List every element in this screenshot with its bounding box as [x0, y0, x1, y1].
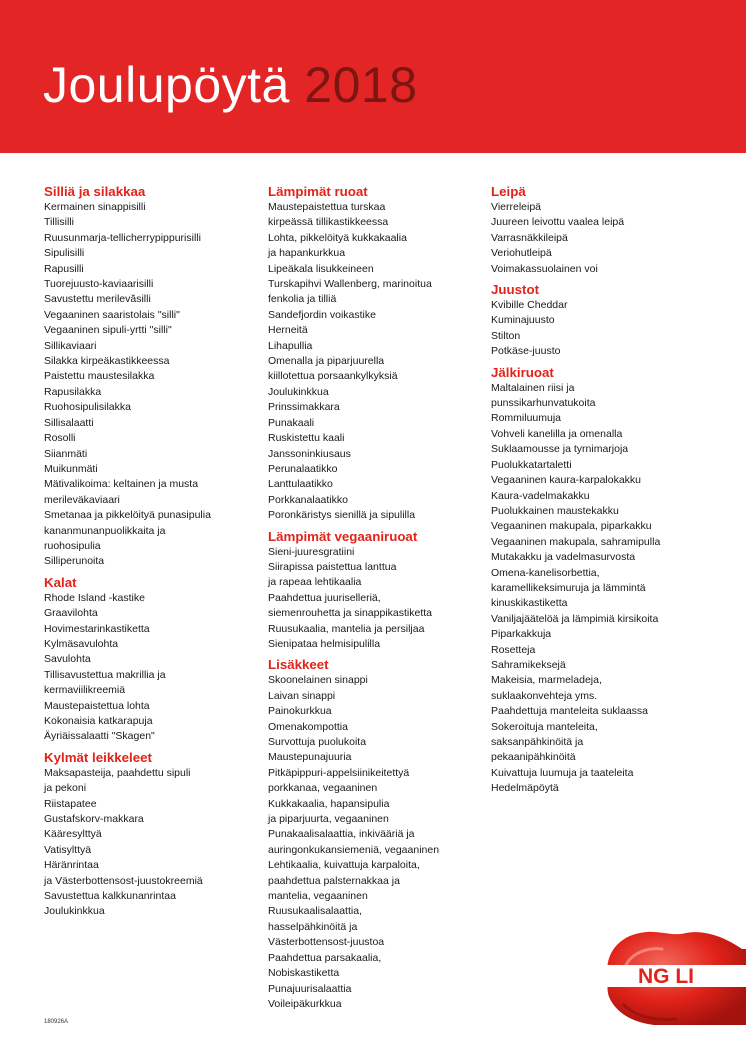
menu-item: fenkolia ja tilliä	[268, 293, 337, 306]
menu-item: Survottuja puolukoita	[268, 736, 367, 748]
menu-item: Ruusukaalia, mantelia ja persiljaa	[268, 622, 425, 635]
menu-item: mantelia, vegaaninen	[268, 890, 368, 903]
menu-item: Lihapullia	[268, 339, 313, 352]
section-title: Juustot	[491, 282, 540, 298]
menu-item: Kermainen sinappisilli	[44, 201, 146, 213]
menu-item: Suklaamousse ja tyrnimarjoja	[491, 443, 629, 456]
section-title: Kylmät leikkeleet	[44, 749, 152, 765]
menu-item: Stilton	[491, 329, 521, 342]
menu-item: Laivan sinappi	[268, 689, 336, 702]
menu-item: Siirapissa paistettua lanttua	[268, 560, 397, 573]
menu-item: Potkäse-juusto	[491, 345, 561, 358]
menu-item-list	[44, 200, 256, 570]
menu-item-list	[491, 381, 701, 797]
menu-item: Savustettu merilevăsilli	[44, 293, 151, 306]
menu-item: Riistapatee	[44, 797, 97, 810]
menu-item: Sillikaviaari	[44, 339, 97, 352]
menu-item: Poronkäristys sienillä ja sipulilla	[268, 509, 416, 522]
menu-column-2	[268, 184, 483, 1012]
menu-item: Kokonaisia katkarapuja	[44, 715, 153, 727]
menu-item: punssikarhunvatukoita	[491, 397, 596, 410]
menu-section	[491, 282, 701, 360]
menu-item: Maustepunajuuria	[268, 751, 352, 764]
menu-item: Joulukinkkua	[268, 385, 329, 398]
menu-item: Maltalainen riisi ja	[491, 381, 575, 394]
menu-item: Ruohosipulisilakka	[44, 401, 131, 414]
menu-item: hasselpähkinöitä ja	[268, 920, 358, 933]
menu-item: Lanttulaatikko	[268, 478, 333, 491]
menu-item: Rapusilli	[44, 262, 84, 275]
menu-item: Sahramikeksejä	[491, 658, 566, 671]
menu-item: Vegaaninen saaristolais "silli"	[44, 308, 180, 321]
menu-item: Kukkakaalia, hapansipulia	[268, 797, 390, 810]
menu-item: Ruusukaalisalaattia,	[268, 905, 362, 918]
menu-item: kinuskikastiketta	[491, 597, 568, 610]
menu-item: saksanpähkinöitä ja	[491, 736, 584, 748]
menu-section	[44, 184, 256, 570]
menu-item: Vohveli kanelilla ja omenalla	[491, 427, 623, 440]
menu-item: Kuivattuja luumuja ja taateleita	[491, 766, 634, 779]
menu-item: Piparkakkuja	[491, 628, 552, 641]
menu-item: karamellikeksimuruja ja lämmintä	[491, 581, 646, 594]
menu-item: Nobiskastiketta	[268, 967, 340, 980]
menu-item: auringonkukansiemeniä, vegaaninen	[268, 843, 440, 856]
menu-item: Kylmäsavulohta	[44, 637, 119, 650]
menu-item: Voimakassuolainen voi	[491, 262, 598, 275]
section-title: Silliä ja silakkaa	[44, 184, 146, 199]
menu-item: ja rapeaa lehtikaalia	[268, 576, 362, 589]
menu-item: merileväkaviaari	[44, 493, 120, 506]
menu-item: Muikunmäti	[44, 462, 98, 475]
menu-item: Pitkäpippuri-appelsiinikeitettyä	[268, 766, 410, 779]
seal-text: NG LI	[638, 965, 694, 988]
menu-section	[491, 184, 701, 277]
menu-item: Rosetteja	[491, 643, 536, 656]
menu-item: Vegaaninen sipuli-yrtti "silli"	[44, 324, 172, 337]
menu-item: Tuorejuusto-kaviaarisilli	[44, 278, 154, 291]
menu-item: ja pekoni	[44, 782, 87, 795]
menu-item: Savustettua kalkkunanrintaa	[44, 890, 176, 903]
menu-item: suklaakonvehteja yms.	[491, 689, 598, 702]
menu-item: Maustepaistettua turskaa	[268, 201, 386, 213]
menu-item: kermaviilikreemiä	[44, 684, 126, 697]
menu-item: Kuminajuusto	[491, 314, 555, 327]
menu-item: Sokeroituja manteleita,	[491, 720, 598, 733]
menu-column-3	[491, 184, 701, 797]
menu-item: Juureen leivottu vaalea leipä	[491, 216, 625, 229]
menu-item: Paahdettua juuriselleriä,	[268, 591, 381, 604]
menu-item: Rhode Island -kastike	[44, 591, 145, 604]
menu-item: Vierreleipä	[491, 201, 542, 213]
menu-item: Prinssimakkara	[268, 401, 340, 414]
menu-item: Ruskistettu kaali	[268, 432, 345, 445]
menu-item: Veriohutleipä	[491, 247, 552, 260]
menu-item: Janssoninkiusaus	[268, 447, 351, 460]
menu-section	[268, 657, 483, 1012]
menu-item: Kaura-vadelmakakku	[491, 489, 590, 502]
menu-item: Lipeäkala lisukkeineen	[268, 262, 374, 275]
menu-item: Maksapasteija, paahdettu sipuli	[44, 766, 191, 779]
menu-item: Sillisalaatti	[44, 416, 94, 429]
menu-item: Västerbottensost-juustoa	[268, 936, 385, 949]
section-title: Jälkiruoat	[491, 364, 554, 380]
menu-item: Omenakompottia	[268, 720, 348, 733]
menu-item: pekaanipähkinöitä	[491, 751, 576, 764]
menu-item: porkkanaa, vegaaninen	[268, 782, 378, 795]
menu-item: Punakaalisalaattia, inkivääriä ja	[268, 828, 415, 841]
menu-item: Punakaali	[268, 416, 315, 429]
title-year: 2018	[304, 57, 418, 113]
menu-item: Silliperunoita	[44, 555, 105, 568]
menu-item: Varrasnäkkileipä	[491, 231, 568, 244]
menu-item: Silakka kirpeäkastikkeessa	[44, 355, 170, 368]
menu-item: Vegaaninen makupala, sahramipulla	[491, 535, 661, 548]
menu-item: Smetanaa ja pikkelöityä punasipulia	[44, 509, 211, 522]
section-title: Leipä	[491, 184, 526, 199]
menu-item-list	[268, 545, 483, 653]
menu-item: Tillisilli	[44, 216, 74, 229]
menu-item: Lehtikaalia, kuivattuja karpaloita,	[268, 859, 420, 872]
menu-item: siemenrouhetta ja sinappikastiketta	[268, 607, 433, 620]
menu-item: Graavilohta	[44, 607, 98, 620]
menu-item: Perunalaatikko	[268, 462, 338, 475]
menu-item-list	[44, 766, 256, 920]
menu-item: Joulukinkkua	[44, 905, 105, 918]
menu-item-list	[491, 200, 701, 277]
menu-item: kiillotettua porsaankylkyksiä	[268, 370, 398, 383]
menu-item: Paistettu maustesilakka	[44, 370, 155, 383]
menu-item: Vaniljajäätelöä ja lämpimiä kirsikoita	[491, 612, 659, 625]
menu-item: Äyriäissalaatti "Skagen"	[44, 730, 155, 743]
section-title: Lisäkkeet	[268, 657, 329, 673]
menu-section	[44, 575, 256, 745]
menu-item: Hedelmäpöytä	[491, 782, 559, 795]
menu-item-list	[491, 298, 701, 360]
menu-item: Tillisavustettua makrillia ja	[44, 668, 166, 681]
menu-item: Vegaaninen kaura-karpalokakku	[491, 474, 642, 487]
header-banner	[0, 0, 746, 153]
section-title: Kalat	[44, 574, 77, 590]
menu-item: Paahdettua parsakaalia,	[268, 951, 382, 964]
menu-item: ja hapankurkkua	[268, 247, 346, 260]
menu-item: Porkkanalaatikko	[268, 493, 348, 506]
menu-item: Voileipäkurkkua	[268, 997, 342, 1010]
menu-column-1	[44, 184, 256, 920]
menu-item: Sandefjordin voikastike	[268, 308, 376, 321]
menu-item: Ruusunmarja-tellicherrypippurisilli	[44, 231, 201, 244]
menu-item: Rosolli	[44, 432, 76, 445]
menu-item: Omenalla ja piparjuurella	[268, 355, 385, 368]
menu-item: Painokurkkua	[268, 705, 332, 718]
menu-item: Kvibille Cheddar	[491, 299, 568, 312]
menu-item: paahdettua palsternakkaa ja	[268, 874, 400, 887]
menu-item-list	[44, 591, 256, 745]
menu-item: Skoonelainen sinappi	[268, 674, 368, 687]
menu-item: ja Västerbottensost-juustokreemiä	[44, 874, 203, 887]
menu-item: Maustepaistettua lohta	[44, 699, 150, 712]
menu-item: Hovimestarinkastiketta	[44, 622, 150, 635]
menu-item: ja piparjuurta, vegaaninen	[268, 813, 389, 826]
menu-section	[268, 529, 483, 653]
menu-item: Herneitä	[268, 324, 308, 337]
menu-item: Savulohta	[44, 653, 91, 666]
menu-item: Vatisylttyä	[44, 843, 92, 856]
menu-item: Puolukkainen maustekakku	[491, 504, 619, 517]
wax-seal-logo	[596, 925, 746, 1025]
menu-item: Vegaaninen makupala, piparkakku	[491, 520, 652, 533]
menu-item: Mätivalikoima: keltainen ja musta	[44, 478, 199, 491]
menu-item: Rapusilakka	[44, 385, 102, 398]
menu-item: Omena-kanelisorbettia,	[491, 566, 600, 579]
menu-item: Puolukkatartaletti	[491, 458, 572, 471]
menu-item: Punajuurisalaattia	[268, 982, 352, 995]
menu-section	[44, 750, 256, 920]
menu-item: Paahdettuja manteleita suklaassa	[491, 705, 649, 718]
menu-item: Häränrintaa	[44, 859, 99, 872]
menu-item: Kääresylttyä	[44, 828, 102, 841]
menu-item-list	[268, 673, 483, 1012]
section-title: Lämpimät ruoat	[268, 184, 368, 199]
menu-item: kirpeässä tillikastikkeessa	[268, 216, 389, 229]
menu-item: Rommiluumuja	[491, 412, 562, 425]
menu-item: ruohosipulia	[44, 539, 101, 552]
menu-section	[491, 365, 701, 797]
menu-section	[268, 184, 483, 524]
menu-item-list	[268, 200, 483, 524]
menu-item: Turskapihvi Wallenberg, marinoitua	[268, 278, 432, 291]
section-title: Lämpimät vegaaniruoat	[268, 528, 418, 544]
menu-item: Sieni-juuresgratiini	[268, 545, 355, 558]
menu-item: Makeisia, marmeladeja,	[491, 674, 602, 687]
menu-item: Lohta, pikkelöityä kukkakaalia	[268, 231, 407, 244]
menu-item: Gustafskorv-makkara	[44, 813, 144, 826]
menu-item: Mutakakku ja vadelmasurvosta	[491, 551, 636, 564]
menu-item: Sienipataa helmisipulilla	[268, 637, 381, 650]
page-title	[43, 57, 418, 113]
menu-item: Sipulisilli	[44, 247, 85, 260]
title-text: Joulupöytä	[43, 57, 290, 113]
menu-item: kananmunanpuolikkaita ja	[44, 524, 166, 537]
document-code: 180926A	[44, 1019, 69, 1025]
menu-item: Siianmäti	[44, 447, 88, 460]
